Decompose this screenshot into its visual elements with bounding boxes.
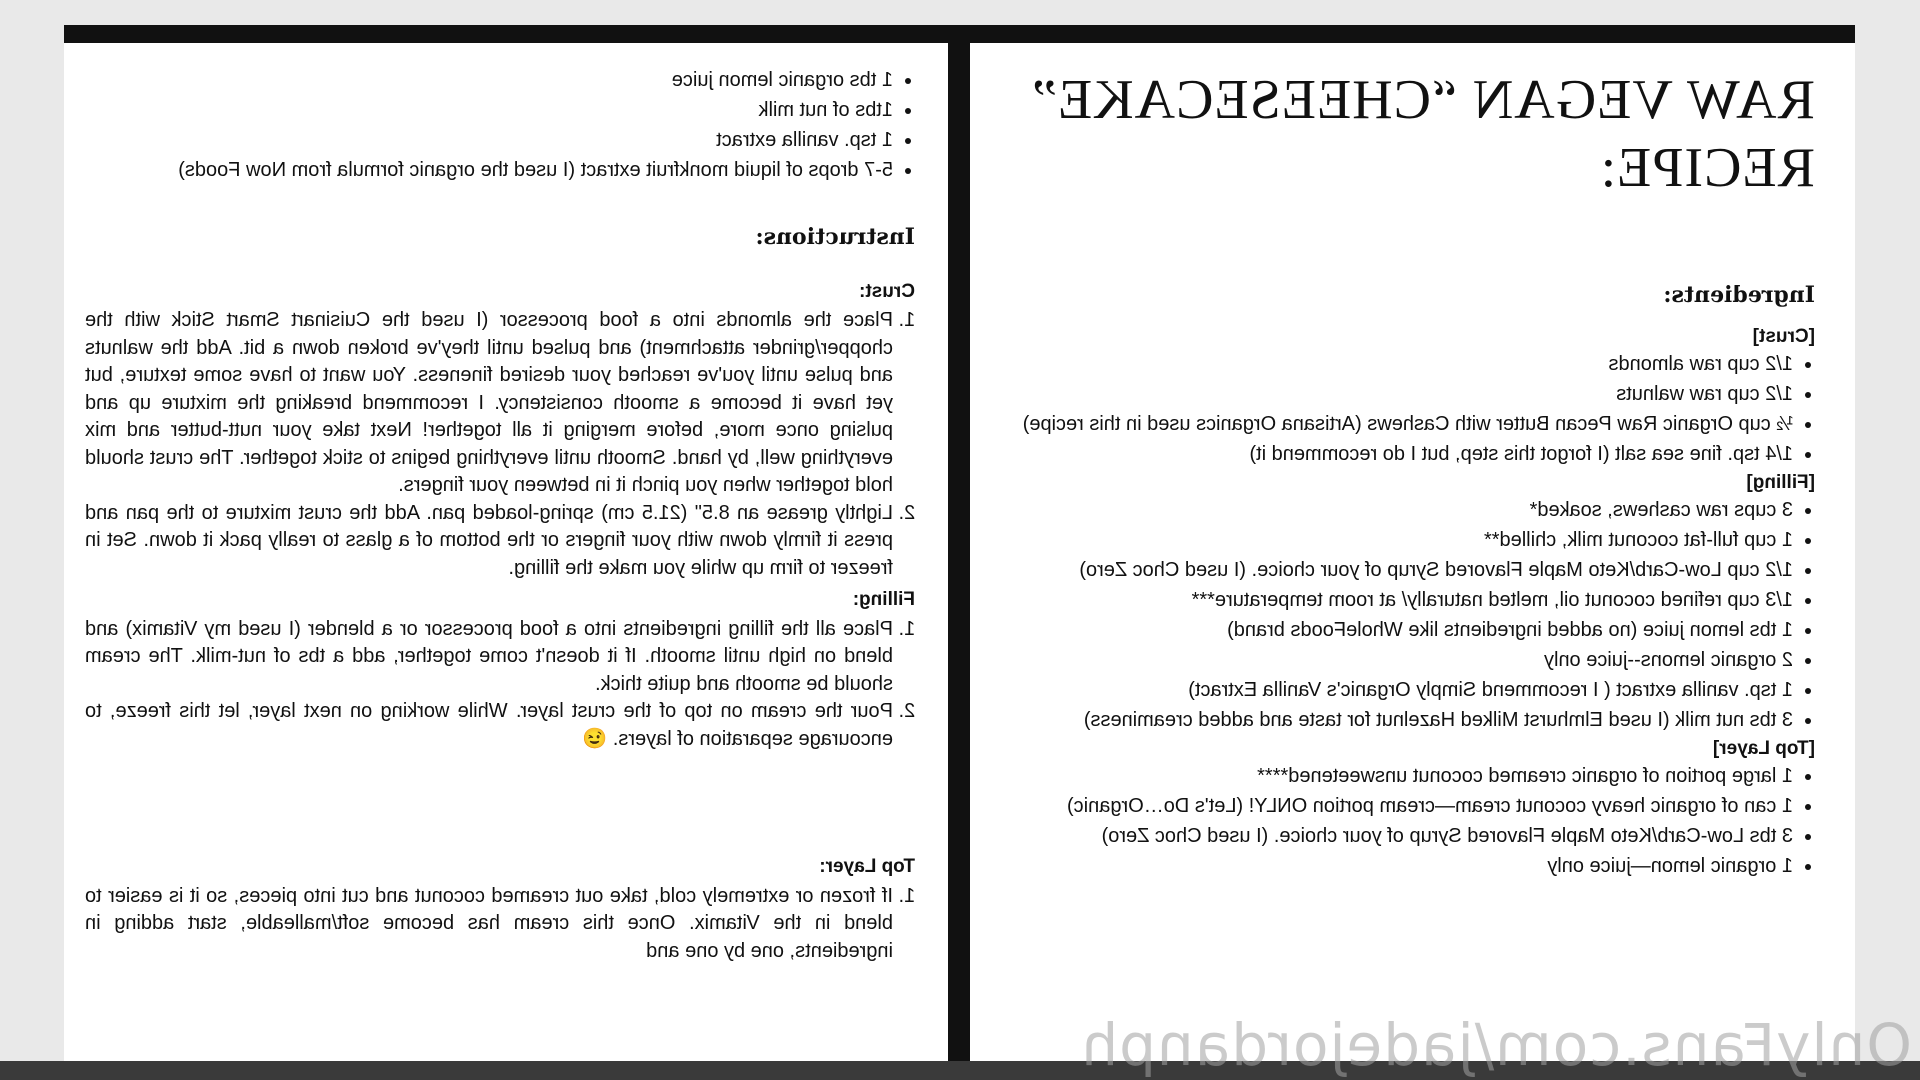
list-item: 1. If frozen or extremely cold, take out creamed coconut and cut into pieces, so it is easier to blend in the Vitamix. Once this cream has become soft/malleable, start adding in ingredients, one by one and — [85, 883, 893, 966]
list-item: • 1 can of organic heavy coconut cream—cream portion ONLY! (Let's Do…Organic) — [1005, 792, 1793, 820]
list-item: • 1/2 cup Low-Carb/Keto Maple Flavored Syrup of your choice. (I used Choc Zero) — [1005, 556, 1793, 584]
list-item: • 1/2 cup raw walnuts — [1005, 380, 1793, 408]
ingredients-heading: Ingredients: — [1663, 282, 1815, 308]
filling-steps-list — [85, 616, 915, 754]
crust-steps-list — [85, 307, 915, 582]
list-item: • 1/4 tsp. fine sea salt (I forgot this step, but I do recommend it) — [1005, 440, 1793, 468]
list-item: • 5-7 drops of liquid monkfruit extract (I used the organic formula from Now Foods) — [85, 156, 893, 184]
list-item: 2. Lightly grease an 8.5" (21.5 cm) spring-loaded pan. Add the crust mixture to the pan and press it firmly down with your fingers or the bottom of a glass to really pack it down. Set in freezer to firm up while you make the filling. — [85, 500, 893, 583]
toplayer-steps-list — [85, 883, 915, 966]
crust-steps-label: Crust: — [859, 280, 915, 302]
list-item: • 3 tbs nut milk (I used Elmhurst Milked Hazelnut for taste and added creaminess) — [1005, 706, 1793, 734]
toplayer-ingredients-list — [1005, 762, 1815, 880]
list-item: • 1 tsp. vanilla extract ( I recommend Simply Organic's Vanilla Extract) — [1005, 676, 1793, 704]
list-item: 1. Place all the filling ingredients into a food processor or a blender (I used my Vitamix) and blend on high until smooth. If it doesn't come together, add a tbs of nut-milk. The cream should be smooth and quite thick. — [85, 616, 893, 699]
list-item: • 1/2 cup raw almonds — [1005, 350, 1793, 378]
list-item: • 1 tsp. vanilla extract — [85, 126, 893, 154]
top-border — [64, 25, 1855, 43]
list-item: 1. Place the almonds into a food processor (I used the Cuisinart Smart Stick with the chopper/grinder attachment) and pulsed until they've broken down a bit. Add the walnuts and pulse until you've reached your desired fineness. You want to have some texture, but yet have it become a smooth consistency. I recommend breaking the mixture up and pulsing once more, before merging it all together! Next take your nutt-butter and mix everything well, by hand. Smooth until everything begins to stick together. The crust should hold together when you pinch it in between your fingers. — [85, 307, 893, 500]
list-item: • 2 organic lemons--juice only — [1005, 646, 1793, 674]
filling-label: [Filling] — [1746, 472, 1815, 493]
instructions-section — [85, 224, 915, 962]
column-divider — [948, 43, 970, 1061]
filling-steps-label: Filling: — [852, 589, 915, 610]
list-item: • 3 cups raw cashews, soaked* — [1005, 496, 1793, 524]
list-item: • 1 large portion of organic creamed coconut unsweetened**** — [1005, 762, 1793, 790]
list-item: • ½ cup Organic Raw Pecan Butter with Cashews (Artisana Organics used in this recipe) — [1005, 410, 1793, 438]
crust-ingredients-list — [1005, 350, 1815, 468]
extra-ingredients-list — [85, 66, 915, 184]
list-item: • 3 tbs Low-Carb/Keto Maple Flavored Syrup of your choice. (I used Choc Zero) — [1005, 822, 1793, 850]
toplayer-steps-label: Top Layer: — [819, 856, 915, 877]
instructions-heading: Instructions: — [755, 224, 915, 250]
toplayer-label: [Top Layer] — [1712, 738, 1815, 759]
instructions-column — [85, 66, 915, 962]
list-item: • 1/3 cup refined coconut oil, melted naturally/ at room temperature*** — [1005, 586, 1793, 614]
list-item: • 1 tbs organic lemon juice — [85, 66, 893, 94]
list-item: • 1 tbs lemon juice (no added ingredients like WholeFoods brand) — [1005, 616, 1793, 644]
list-item: • 1 cup full-fat coconut milk, chilled** — [1005, 526, 1793, 554]
filling-ingredients-list — [1005, 496, 1815, 734]
crust-label: [Crust] — [1752, 326, 1815, 347]
watermark: OnlyFans.com/jadejordanph — [1080, 1011, 1912, 1079]
list-item: • 1tbs of nut milk — [85, 96, 893, 124]
list-item: 2. Pour the cream on top of the crust layer. While working on next layer, let this freeze, to encourage separation of layers. 😉 — [85, 698, 893, 753]
recipe-ingredients-column — [1005, 66, 1815, 882]
list-item: • 1 organic lemon—juice only — [1005, 852, 1793, 880]
recipe-title: RAW VEGAN “CHEESECAKE” RECIPE: — [1031, 69, 1815, 199]
